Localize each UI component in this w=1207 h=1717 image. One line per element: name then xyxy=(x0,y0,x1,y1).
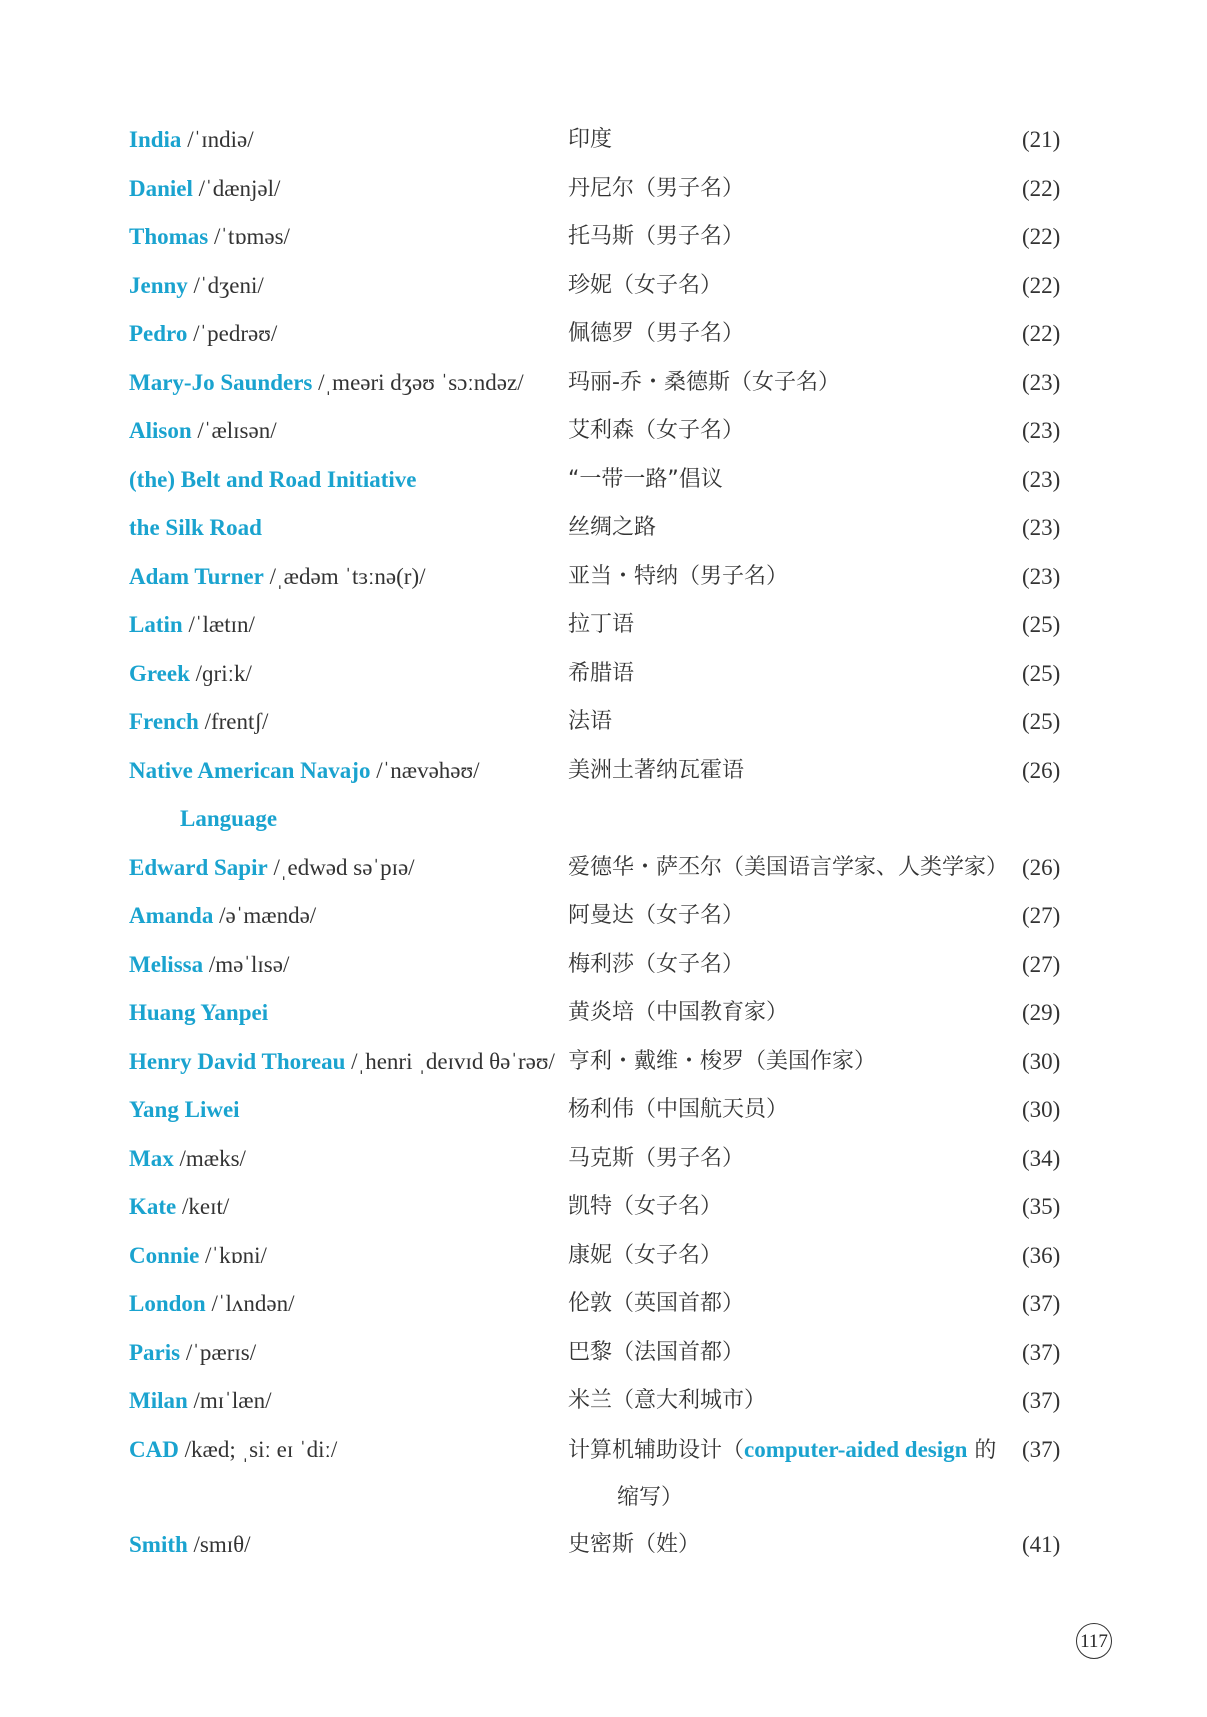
entry-phonetic: /ˌmeəri dʒəʊ ˈsɔːndəz/ xyxy=(318,369,524,395)
glossary-entry xyxy=(0,407,1207,455)
glossary-entry xyxy=(0,116,1207,164)
entry-phonetic: /ˈlætɪn/ xyxy=(188,612,255,637)
entry-chinese: 印度 xyxy=(568,127,613,152)
entry-name: Adam Turner xyxy=(129,563,264,589)
entry-chinese: 康妮（女子名） xyxy=(568,1242,723,1268)
entry-page-ref: (41) xyxy=(1022,1531,1061,1557)
entry-chinese: 史密斯（姓） xyxy=(568,1531,701,1557)
entry-name: Huang Yanpei xyxy=(129,1000,269,1025)
glossary-entry xyxy=(0,747,1207,795)
entry-english xyxy=(129,941,289,989)
entry-name: Pedro xyxy=(129,321,188,346)
entry-name: India xyxy=(129,127,182,152)
entry-english xyxy=(129,310,277,358)
entry-english xyxy=(129,504,262,552)
entry-chinese: 阿曼达（女子名） xyxy=(568,903,745,928)
entry-english xyxy=(129,553,426,601)
entry-chinese: 爱德华・萨丕尔（美国语言学家、人类学家） xyxy=(568,854,1009,880)
entry-phonetic: /smɪθ/ xyxy=(193,1531,251,1557)
entry-phonetic: /ˈlʌndən/ xyxy=(211,1291,295,1316)
entry-page-ref: (35) xyxy=(1022,1194,1061,1219)
entry-name: Native American Navajo xyxy=(129,757,371,783)
glossary-entry xyxy=(0,456,1207,504)
entry-page-ref: (37) xyxy=(1022,1339,1061,1365)
entry-phonetic: /frentʃ/ xyxy=(204,709,269,734)
entry-phonetic: /ˌædəm ˈtɜːnə(r)/ xyxy=(269,563,426,589)
entry-chinese: 艾利森（女子名） xyxy=(568,418,745,443)
entry-chinese-english: computer-aided design xyxy=(744,1436,968,1462)
entry-english xyxy=(129,601,255,649)
entry-chinese: 梅利莎（女子名） xyxy=(568,951,745,977)
entry-english xyxy=(129,989,268,1037)
glossary-entry-continuation xyxy=(0,1474,1207,1522)
glossary-entry xyxy=(0,1038,1207,1086)
entry-page-ref: (30) xyxy=(1022,1048,1061,1074)
entry-chinese: 伦敦（英国首都） xyxy=(568,1291,745,1316)
entry-page-ref: (29) xyxy=(1022,1000,1061,1025)
entry-phonetic: /ˈpærɪs/ xyxy=(185,1339,257,1365)
entry-chinese: 丹尼尔（男子名） xyxy=(568,175,745,201)
entry-name: Latin xyxy=(129,612,183,637)
entry-english xyxy=(129,650,252,698)
entry-phonetic: /ˈpedrəʊ/ xyxy=(193,321,278,346)
entry-english xyxy=(129,1521,251,1569)
entry-phonetic: /ˈdænjəl/ xyxy=(198,175,281,201)
entry-name: Jenny xyxy=(129,272,188,298)
glossary-entry xyxy=(0,1086,1207,1134)
entry-chinese-continuation: 缩写） xyxy=(617,1485,684,1510)
page-number: 117 xyxy=(1076,1623,1112,1659)
entry-english xyxy=(129,1086,240,1134)
entry-english xyxy=(129,698,268,746)
entry-page-ref: (22) xyxy=(1022,321,1061,346)
entry-page-ref: (23) xyxy=(1022,418,1061,443)
glossary-entry xyxy=(0,1280,1207,1328)
entry-phonetic: /ˈtɒməs/ xyxy=(214,224,290,249)
entry-page-ref: (37) xyxy=(1022,1436,1061,1462)
entry-name: Edward Sapir xyxy=(129,854,268,880)
glossary-entry xyxy=(0,310,1207,358)
entry-english xyxy=(129,1426,337,1474)
glossary-entry xyxy=(0,1426,1207,1474)
entry-name: French xyxy=(129,709,199,734)
entry-name: Smith xyxy=(129,1531,188,1557)
entry-page-ref: (23) xyxy=(1022,515,1061,540)
entry-english xyxy=(129,1135,246,1183)
entry-name: Amanda xyxy=(129,903,214,928)
entry-chinese: 黄炎培（中国教育家） xyxy=(568,1000,789,1025)
entry-english xyxy=(129,747,480,795)
entry-phonetic: /məˈlɪsə/ xyxy=(208,951,290,977)
entry-page-ref: (26) xyxy=(1022,854,1061,880)
entry-phonetic: /keɪt/ xyxy=(182,1194,230,1219)
glossary-entry xyxy=(0,989,1207,1037)
entry-english xyxy=(129,1377,271,1425)
entry-page-ref: (37) xyxy=(1022,1388,1061,1413)
entry-page-ref: (26) xyxy=(1022,757,1061,783)
entry-phonetic: /ˌedwəd səˈpɪə/ xyxy=(273,854,415,880)
glossary-entry xyxy=(0,650,1207,698)
entry-name: Melissa xyxy=(129,951,204,977)
entry-chinese: 亨利・戴维・梭罗（美国作家） xyxy=(568,1048,877,1074)
entry-english xyxy=(129,1329,256,1377)
entry-english xyxy=(129,262,264,310)
entry-page-ref: (37) xyxy=(1022,1291,1061,1316)
glossary-entry xyxy=(0,359,1207,407)
entry-phonetic: /ˈdʒeni/ xyxy=(193,272,264,298)
entry-chinese: 托马斯（男子名） xyxy=(568,224,745,249)
entry-chinese: 珍妮（女子名） xyxy=(568,272,723,298)
entry-phonetic: /mæks/ xyxy=(179,1145,246,1171)
glossary-entry xyxy=(0,1521,1207,1569)
entry-english xyxy=(129,407,277,455)
entry-page-ref: (21) xyxy=(1022,127,1061,152)
entry-page-ref: (22) xyxy=(1022,272,1061,298)
entry-name: Language xyxy=(180,806,278,831)
entry-name: the Silk Road xyxy=(129,515,262,540)
glossary-entry xyxy=(0,1377,1207,1425)
glossary-entry-continuation xyxy=(0,795,1207,843)
glossary-entry xyxy=(0,1329,1207,1377)
entry-english xyxy=(129,116,254,164)
glossary-entry xyxy=(0,698,1207,746)
entry-english xyxy=(129,165,280,213)
entry-name: Mary-Jo Saunders xyxy=(129,369,313,395)
entry-name-continuation xyxy=(180,795,277,843)
entry-english xyxy=(129,1280,295,1328)
glossary-entry xyxy=(0,262,1207,310)
glossary-entry xyxy=(0,504,1207,552)
glossary-entry xyxy=(0,844,1207,892)
entry-page-ref: (23) xyxy=(1022,369,1061,395)
glossary-entry xyxy=(0,892,1207,940)
entry-page-ref: (22) xyxy=(1022,175,1061,201)
entry-page-ref: (25) xyxy=(1022,709,1061,734)
entry-phonetic: /ˈkɒni/ xyxy=(205,1242,267,1268)
entry-chinese: 拉丁语 xyxy=(568,612,635,637)
entry-chinese: 凯特（女子名） xyxy=(568,1194,723,1219)
glossary-entry xyxy=(0,941,1207,989)
glossary-entry xyxy=(0,553,1207,601)
entry-chinese: 丝绸之路 xyxy=(568,515,657,540)
entry-name: Milan xyxy=(129,1388,188,1413)
entry-english xyxy=(129,456,417,504)
entry-page-ref: (22) xyxy=(1022,224,1061,249)
glossary-entry xyxy=(0,1135,1207,1183)
entry-name: CAD xyxy=(129,1436,179,1462)
entry-english xyxy=(129,1038,555,1086)
entry-page-ref: (30) xyxy=(1022,1097,1061,1122)
entry-chinese: 玛丽-乔・桑德斯（女子名） xyxy=(568,369,840,395)
glossary-entry xyxy=(0,1232,1207,1280)
entry-english xyxy=(129,359,524,407)
glossary-entry xyxy=(0,1183,1207,1231)
entry-chinese: “一带一路”倡议 xyxy=(568,466,723,492)
entry-page-ref: (25) xyxy=(1022,612,1061,637)
entry-name: Connie xyxy=(129,1242,200,1268)
entry-name: Alison xyxy=(129,418,192,443)
entry-english xyxy=(129,892,316,940)
entry-chinese: 米兰（意大利城市） xyxy=(568,1388,767,1413)
entry-name: Paris xyxy=(129,1339,181,1365)
entry-chinese: 希腊语 xyxy=(568,660,635,686)
entry-phonetic: /ˈælɪsən/ xyxy=(197,418,277,443)
entry-chinese: 马克斯（男子名） xyxy=(568,1145,745,1171)
entry-chinese: 巴黎（法国首都） xyxy=(568,1339,745,1365)
entry-english xyxy=(129,1232,267,1280)
entry-name: Kate xyxy=(129,1194,177,1219)
glossary-entry xyxy=(0,601,1207,649)
entry-page-ref: (25) xyxy=(1022,660,1061,686)
entry-chinese: 杨利伟（中国航天员） xyxy=(568,1097,789,1122)
entry-name: London xyxy=(129,1291,206,1316)
glossary-entry xyxy=(0,165,1207,213)
entry-name: Yang Liwei xyxy=(129,1097,240,1122)
entry-chinese: 佩德罗（男子名） xyxy=(568,321,745,346)
entry-chinese: 亚当・特纳（男子名） xyxy=(568,563,789,589)
entry-phonetic: /ˈɪndiə/ xyxy=(187,127,254,152)
entry-name: (the) Belt and Road Initiative xyxy=(129,466,417,492)
entry-name: Max xyxy=(129,1145,174,1171)
entry-phonetic: /mɪˈlæn/ xyxy=(193,1388,272,1413)
entry-page-ref: (23) xyxy=(1022,466,1061,492)
entry-phonetic: /ˈnævəhəʊ/ xyxy=(376,757,480,783)
entry-page-ref: (27) xyxy=(1022,951,1061,977)
entry-english xyxy=(129,213,290,261)
entry-page-ref: (36) xyxy=(1022,1242,1061,1268)
entry-page-ref: (23) xyxy=(1022,563,1061,589)
glossary-entry xyxy=(0,213,1207,261)
entry-english xyxy=(129,844,415,892)
entry-phonetic: /ˌhenri ˌdeɪvɪd θəˈrəʊ/ xyxy=(351,1048,555,1074)
entry-name: Thomas xyxy=(129,224,209,249)
entry-chinese: 计算机辅助设计（computer-aided design 的 xyxy=(568,1436,997,1463)
entry-page-ref: (27) xyxy=(1022,903,1061,928)
entry-phonetic: /ɡriːk/ xyxy=(195,660,252,686)
entry-phonetic: /əˈmændə/ xyxy=(219,903,317,928)
entry-name: Daniel xyxy=(129,175,193,201)
entry-phonetic: /kæd; ˌsiː eɪ ˈdiː/ xyxy=(184,1436,338,1462)
entry-page-ref: (34) xyxy=(1022,1145,1061,1171)
entry-chinese: 美洲土著纳瓦霍语 xyxy=(568,757,745,783)
entry-chinese: 法语 xyxy=(568,709,613,734)
entry-name: Greek xyxy=(129,660,190,686)
entry-name: Henry David Thoreau xyxy=(129,1048,346,1074)
entry-english xyxy=(129,1183,229,1231)
